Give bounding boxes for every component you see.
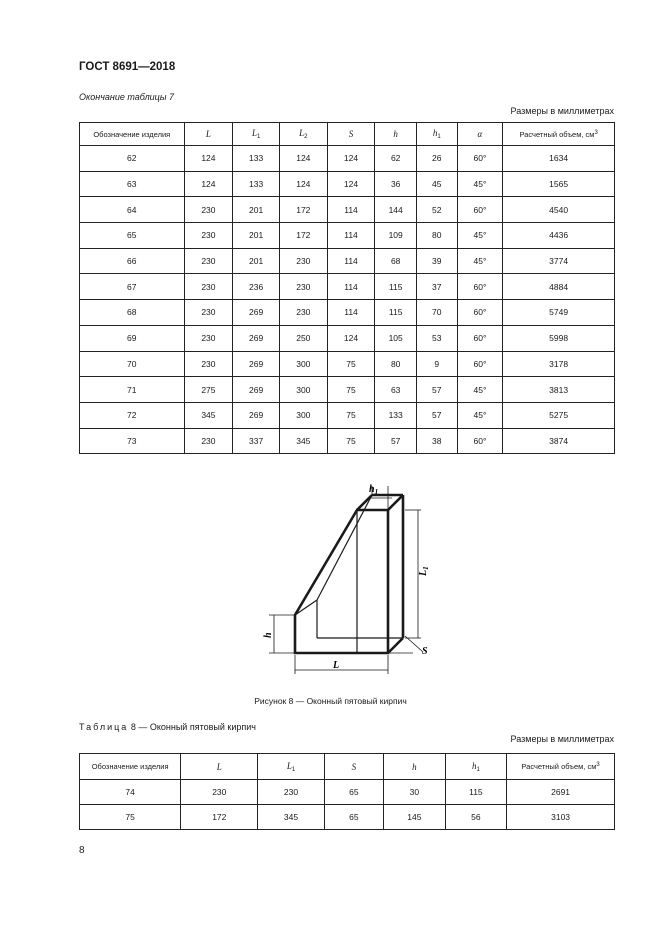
- table-cell: 71: [80, 377, 185, 403]
- table-cell: 300: [279, 377, 327, 403]
- table-cell: 105: [375, 325, 417, 351]
- label-L: L: [333, 660, 340, 671]
- col-header-h1: $h_1$: [445, 754, 507, 780]
- table-cell: 114: [327, 274, 375, 300]
- table-cell: 172: [181, 805, 258, 830]
- table-cell: 56: [445, 805, 507, 830]
- table-row: [80, 171, 615, 197]
- table-cell: 300: [279, 402, 327, 428]
- table-cell: 4436: [503, 223, 615, 249]
- table-cell: 230: [279, 248, 327, 274]
- table-cell: 269: [233, 325, 280, 351]
- table-cell: 124: [327, 171, 375, 197]
- table-cell: 74: [80, 780, 181, 805]
- table-cell: 75: [327, 351, 375, 377]
- table-row: [80, 325, 615, 351]
- table-cell: 64: [80, 197, 185, 223]
- window-brick-drawing: [255, 478, 435, 683]
- table-cell: 269: [233, 351, 280, 377]
- table-cell: 45°: [457, 223, 503, 249]
- table-cell: 57: [416, 402, 457, 428]
- table-cell: 115: [375, 274, 417, 300]
- table-cell: 60°: [457, 274, 503, 300]
- table-cell: 3813: [503, 377, 615, 403]
- table-cell: 60°: [457, 300, 503, 326]
- dimensions-table-7: [79, 122, 615, 454]
- table-cell: 230: [184, 248, 233, 274]
- table-cell: 70: [80, 351, 185, 377]
- table-cell: 345: [258, 805, 324, 830]
- col-header-L2: $L_2$: [279, 123, 327, 146]
- table-cell: 144: [375, 197, 417, 223]
- col-header-h1: $h_1$: [416, 123, 457, 146]
- table-cell: 60°: [457, 325, 503, 351]
- table-cell: 269: [233, 377, 280, 403]
- table-cell: 60°: [457, 351, 503, 377]
- table-cell: 230: [184, 300, 233, 326]
- table-cell: 1565: [503, 171, 615, 197]
- table-row: [80, 402, 615, 428]
- figure-caption: Рисунок 8 — Оконный пятовый кирпич: [254, 696, 407, 706]
- table-cell: 63: [80, 171, 185, 197]
- table-cell: 275: [184, 377, 233, 403]
- table-cell: 172: [279, 197, 327, 223]
- table-cell: 230: [184, 223, 233, 249]
- label-L1: $L_1$: [418, 566, 430, 576]
- table-continuation-label: Окончание таблицы 7: [79, 92, 174, 102]
- table-cell: 230: [258, 780, 324, 805]
- table-cell: 201: [233, 223, 280, 249]
- table-cell: 109: [375, 223, 417, 249]
- table-cell: 236: [233, 274, 280, 300]
- units-note-table-8: Размеры в миллиметрах: [510, 734, 614, 744]
- table-cell: 45: [416, 171, 457, 197]
- table-cell: 9: [416, 351, 457, 377]
- label-h: h: [263, 632, 274, 638]
- table-cell: 230: [279, 274, 327, 300]
- table-cell: 45°: [457, 248, 503, 274]
- table-cell: 124: [184, 146, 233, 172]
- table-cell: 60°: [457, 146, 503, 172]
- table-8-title: [79, 722, 256, 732]
- table-cell: 300: [279, 351, 327, 377]
- table-cell: 60°: [457, 428, 503, 454]
- col-header-S: S: [327, 123, 375, 146]
- table-cell: 124: [279, 146, 327, 172]
- table-cell: 68: [80, 300, 185, 326]
- table-cell: 80: [416, 223, 457, 249]
- table-cell: 115: [445, 780, 507, 805]
- table-cell: 172: [279, 223, 327, 249]
- table-cell: 337: [233, 428, 280, 454]
- table-cell: 145: [384, 805, 446, 830]
- table-cell: 45°: [457, 402, 503, 428]
- table-cell: 70: [416, 300, 457, 326]
- table-cell: 133: [233, 171, 280, 197]
- table-cell: 53: [416, 325, 457, 351]
- table-cell: 66: [80, 248, 185, 274]
- col-header-S: S: [324, 754, 383, 780]
- table-cell: 75: [327, 428, 375, 454]
- table-cell: 269: [233, 402, 280, 428]
- table-cell: 4540: [503, 197, 615, 223]
- table-row: [80, 248, 615, 274]
- table-cell: 201: [233, 197, 280, 223]
- table-cell: 124: [184, 171, 233, 197]
- dimensions-table-8: [79, 753, 615, 830]
- table-cell: 60°: [457, 197, 503, 223]
- table-cell: 3178: [503, 351, 615, 377]
- table-row: [80, 146, 615, 172]
- table-cell: 65: [324, 780, 383, 805]
- brick-top-edge-back-right: [388, 495, 403, 510]
- col-header-volume: Расчетный объем, $см^3$: [503, 123, 615, 146]
- table-cell: 124: [327, 325, 375, 351]
- hidden-slope-edge: [317, 495, 372, 600]
- table-cell: 63: [375, 377, 417, 403]
- table-cell: 67: [80, 274, 185, 300]
- table-cell: 30: [384, 780, 446, 805]
- table-cell: 230: [184, 274, 233, 300]
- table-cell: 230: [184, 351, 233, 377]
- table-cell: 80: [375, 351, 417, 377]
- table-cell: 73: [80, 428, 185, 454]
- table-row: [80, 428, 615, 454]
- table-row: [80, 351, 615, 377]
- table-8-number: 8: [130, 722, 136, 732]
- table-cell: 114: [327, 300, 375, 326]
- table-cell: 1634: [503, 146, 615, 172]
- table-cell: 26: [416, 146, 457, 172]
- col-header-designation: Обозначение изделия: [80, 123, 185, 146]
- table-8-title-text: — Оконный пятовый кирпич: [138, 722, 256, 732]
- table-cell: 62: [80, 146, 185, 172]
- table-cell: 69: [80, 325, 185, 351]
- table-cell: 230: [184, 197, 233, 223]
- table-cell: 345: [184, 402, 233, 428]
- table-row: [80, 377, 615, 403]
- table-cell: 3103: [507, 805, 615, 830]
- table-cell: 37: [416, 274, 457, 300]
- table-cell: 75: [327, 402, 375, 428]
- table-cell: 230: [279, 300, 327, 326]
- table-cell: 114: [327, 197, 375, 223]
- table-cell: 345: [279, 428, 327, 454]
- table-cell: 68: [375, 248, 417, 274]
- table-cell: 52: [416, 197, 457, 223]
- col-header-L1: $L_1$: [258, 754, 324, 780]
- table-cell: 269: [233, 300, 280, 326]
- units-note: Размеры в миллиметрах: [510, 106, 614, 116]
- table-cell: 75: [80, 805, 181, 830]
- brick-bottom-right-edge: [388, 638, 403, 653]
- col-header-h: h: [384, 754, 446, 780]
- table-row: [80, 274, 615, 300]
- table-cell: 3874: [503, 428, 615, 454]
- table-cell: 5275: [503, 402, 615, 428]
- table-cell: 72: [80, 402, 185, 428]
- table-row: [80, 300, 615, 326]
- table-cell: 133: [375, 402, 417, 428]
- page-number: 8: [79, 845, 85, 856]
- col-header-h: h: [375, 123, 417, 146]
- table-cell: 36: [375, 171, 417, 197]
- table-cell: 65: [324, 805, 383, 830]
- table-cell: 201: [233, 248, 280, 274]
- col-header-L: L: [181, 754, 258, 780]
- table-cell: 230: [184, 428, 233, 454]
- table-cell: 5749: [503, 300, 615, 326]
- table-cell: 230: [184, 325, 233, 351]
- label-S: S: [422, 646, 428, 657]
- col-header-alpha: α: [457, 123, 503, 146]
- table-cell: 114: [327, 248, 375, 274]
- table-cell: 2691: [507, 780, 615, 805]
- brick-outline: [295, 510, 388, 653]
- table-row: [80, 805, 615, 830]
- table-cell: 57: [375, 428, 417, 454]
- table-cell: 115: [375, 300, 417, 326]
- table-cell: 230: [181, 780, 258, 805]
- brick-top-edge-back-left: [357, 495, 372, 510]
- table-cell: 38: [416, 428, 457, 454]
- table-cell: 57: [416, 377, 457, 403]
- table-cell: 39: [416, 248, 457, 274]
- table-cell: 3774: [503, 248, 615, 274]
- table-row: [80, 197, 615, 223]
- label-h1: $h_1$: [369, 484, 379, 496]
- table-cell: 45°: [457, 377, 503, 403]
- table-cell: 250: [279, 325, 327, 351]
- table-cell: 65: [80, 223, 185, 249]
- col-header-volume: Расчетный объем, $см^3$: [507, 754, 615, 780]
- table-cell: 124: [327, 146, 375, 172]
- table-cell: 45°: [457, 171, 503, 197]
- table-cell: 114: [327, 223, 375, 249]
- table-row: [80, 780, 615, 805]
- table-cell: 5998: [503, 325, 615, 351]
- table-cell: 62: [375, 146, 417, 172]
- table-cell: 4884: [503, 274, 615, 300]
- table-8-label: Таблица: [79, 722, 129, 732]
- col-header-L1: $L_1$: [233, 123, 280, 146]
- col-header-L: L: [184, 123, 233, 146]
- dimension-ext-S: [405, 636, 423, 652]
- table-cell: 75: [327, 377, 375, 403]
- table-cell: 133: [233, 146, 280, 172]
- table-cell: 124: [279, 171, 327, 197]
- col-header-designation: Обозначение изделия: [80, 754, 181, 780]
- table-row: [80, 223, 615, 249]
- standard-title: ГОСТ 8691—2018: [79, 61, 176, 73]
